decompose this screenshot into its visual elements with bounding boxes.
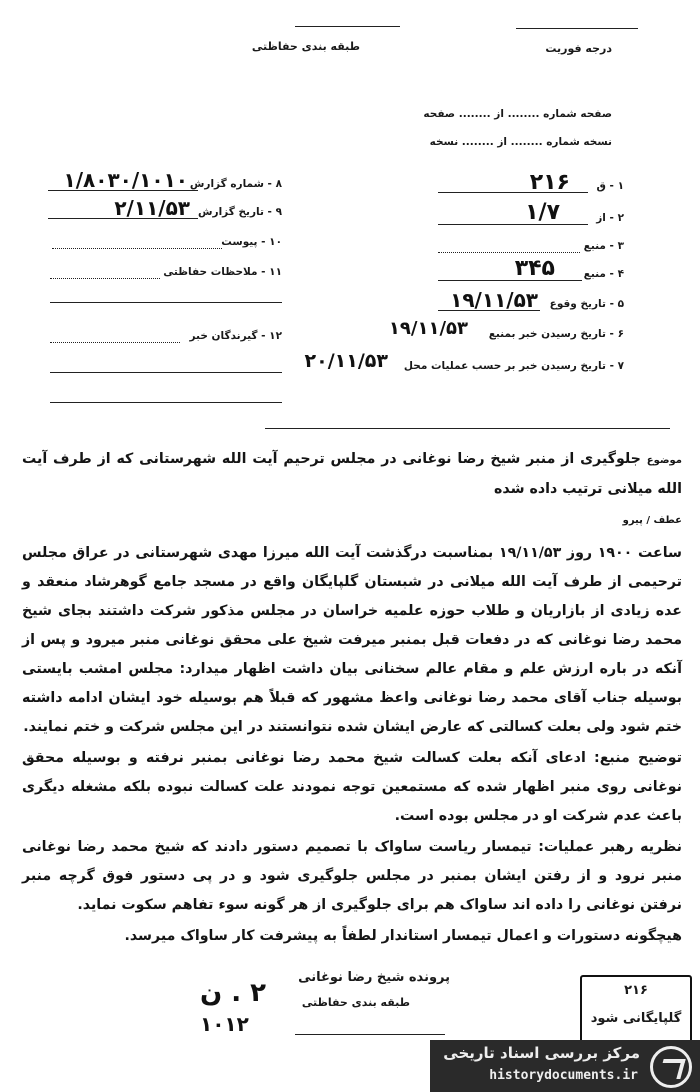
field-2-label: ۲ - از (596, 212, 624, 224)
left-rule-2 (50, 372, 282, 373)
archive-logo-icon (650, 1046, 692, 1088)
watermark-persian: مرکز بررسی اسناد تاریخی (443, 1044, 640, 1062)
left-rule-3 (50, 402, 282, 403)
priority-line (516, 28, 638, 29)
field-3-line (438, 252, 580, 253)
subject-line (22, 445, 682, 504)
signature-line-1: پرونده شیخ رضا نوغانی (298, 970, 450, 985)
left-rule-1 (50, 302, 282, 303)
field-7-label: ۷ - تاریخ رسیدن خبر بر حسب عملیات محل (403, 360, 624, 372)
subject-text: جلوگیری از منبر شیخ رضا نوغانی در مجلس ترحیم آیت الله شهرستانی که از طرف آیت الله میلانی ترتیب داده شده (22, 451, 682, 497)
field-1-label: ۱ - ق (596, 180, 624, 192)
field-8-label: ۸ - شماره گزارش (189, 178, 282, 190)
field-8-value: ۱/۸۰۳۰/۱۰۱۰ (63, 168, 188, 192)
watermark-url: historydocuments.ir (489, 1068, 638, 1083)
body-paragraph: نظریه رهبر عملیات: تیمسار ریاست ساواک با تصمیم دستور دادند که شیخ محمد رضا نوغانی منبر نرود و از رفتن ایشان بمنبر در مجلس جلوگیری شود و در پی دستور فوق گرچه منبر نرفتن نوغانی را داده اند ساواک هم برای جلوگیری از هر گونه سوء تفاهم سکوت نماید. (22, 839, 682, 913)
field-4-label: ۴ - منبع (583, 268, 624, 280)
field-9-line (48, 218, 198, 219)
field-11-line (50, 278, 160, 279)
watermark-banner (430, 1040, 700, 1092)
field-10-label: ۱۰ - پیوست (221, 236, 282, 248)
archive-stamp (580, 975, 692, 1049)
field-9-value: ۲/۱۱/۵۳ (114, 196, 190, 220)
field-4-line (438, 280, 582, 281)
field-5-label: ۵ - تاریخ وقوع (549, 298, 624, 310)
signature-line-2: طبقه بندی حفاظتی (301, 996, 410, 1009)
field-2-line (438, 224, 588, 225)
field-7-value: ۲۰/۱۱/۵۳ (304, 350, 388, 372)
copy-number-field: نسخه شماره ........ از ........ نسخه (429, 136, 612, 148)
field-5-value: ۱۹/۱۱/۵۳ (450, 288, 538, 312)
priority-label: درجه فوریت (545, 42, 612, 55)
margin-note: ۲ . ن (200, 978, 267, 1008)
page-number-field: صفحه شماره ........ از ........ صفحه (423, 108, 612, 120)
classification-line (295, 26, 400, 27)
field-1-value: ۲۱۶ (529, 170, 570, 195)
field-11-label: ۱۱ - ملاحظات حفاظتی (163, 266, 282, 278)
field-6-label: ۶ - تاریخ رسیدن خبر بمنبع (488, 328, 624, 340)
field-12-label: ۱۲ - گیرندگان خبر (189, 330, 282, 342)
subject-label: موضوع (646, 455, 682, 466)
field-12-line (50, 342, 180, 343)
body-paragraph: ساعت ۱۹۰۰ روز ۱۹/۱۱/۵۳ بمناسبت درگذشت آیت الله میرزا مهدی شهرستانی در عراق مجلس ترحیمی از طرف آیت الله میلانی در شبستان گلپایگان واقع در مسجد جامع گوهرشاد منعقد و عده زیادی از بازاریان و طلاب حوزه علمیه خراسان در مجلس مذکور شرکت داشتند بجای شیخ محمد رضا نوغانی که در دفعات قبل بمنبر میرفت شیخ علی محقق نوغانی منبر میرود و پس از آنکه در باره ارزش علم و مقام عالم سخنانی بیان داشت اظهار میدارد: مجلس امشب بایستی بوسیله جناب آقای محمد رضا نوغانی واعظ مشهور که قبلاً هم بوسیله خود ایشان ادامه داشته ختم شود ولی بعلت کسالتی که عارض ایشان شده نتوانستند در این مجلس شرکت و ختم نمایند. (22, 545, 682, 735)
document-body (22, 445, 682, 953)
body-paragraph: هیچگونه دستورات و اعمال تیمسار استاندار لطفاً به پیشرفت کار ساواک میرسد. (124, 928, 682, 944)
field-9-label: ۹ - تاریخ گزارش (198, 206, 282, 218)
field-8-line (48, 190, 198, 191)
field-4-value: ۳۴۵ (514, 256, 555, 281)
classification-label: طبقه بندی حفاظتی (251, 40, 360, 53)
subject-divider (265, 428, 670, 429)
body-paragraph: توضیح منبع: ادعای آنکه بعلت کسالت شیخ محمد رضا نوغانی بمنبر نرفته و بوسیله محقق نوغانی روی منبر اظهار شده که مستمعین توجه نمودند علت کسالت نبوده بلکه مشغله دیگری باعث عدم شرکت او در مجلس بوده است. (22, 750, 682, 824)
field-5-line (438, 310, 540, 311)
field-10-line (52, 248, 222, 249)
stamp-number: ۲۱۶ (624, 983, 648, 998)
reference-label: عطف / پیرو (622, 515, 682, 526)
margin-note-2: ۱۰۱۲ (200, 1012, 249, 1036)
field-2-value: ۱/۷ (525, 200, 560, 225)
field-1-line (438, 192, 588, 193)
field-3-label: ۳ - منبع (583, 240, 624, 252)
signature-underline (295, 1034, 445, 1035)
field-6-value: ۱۹/۱۱/۵۳ (388, 318, 468, 339)
stamp-text: گلپایگانی شود (590, 1011, 682, 1026)
